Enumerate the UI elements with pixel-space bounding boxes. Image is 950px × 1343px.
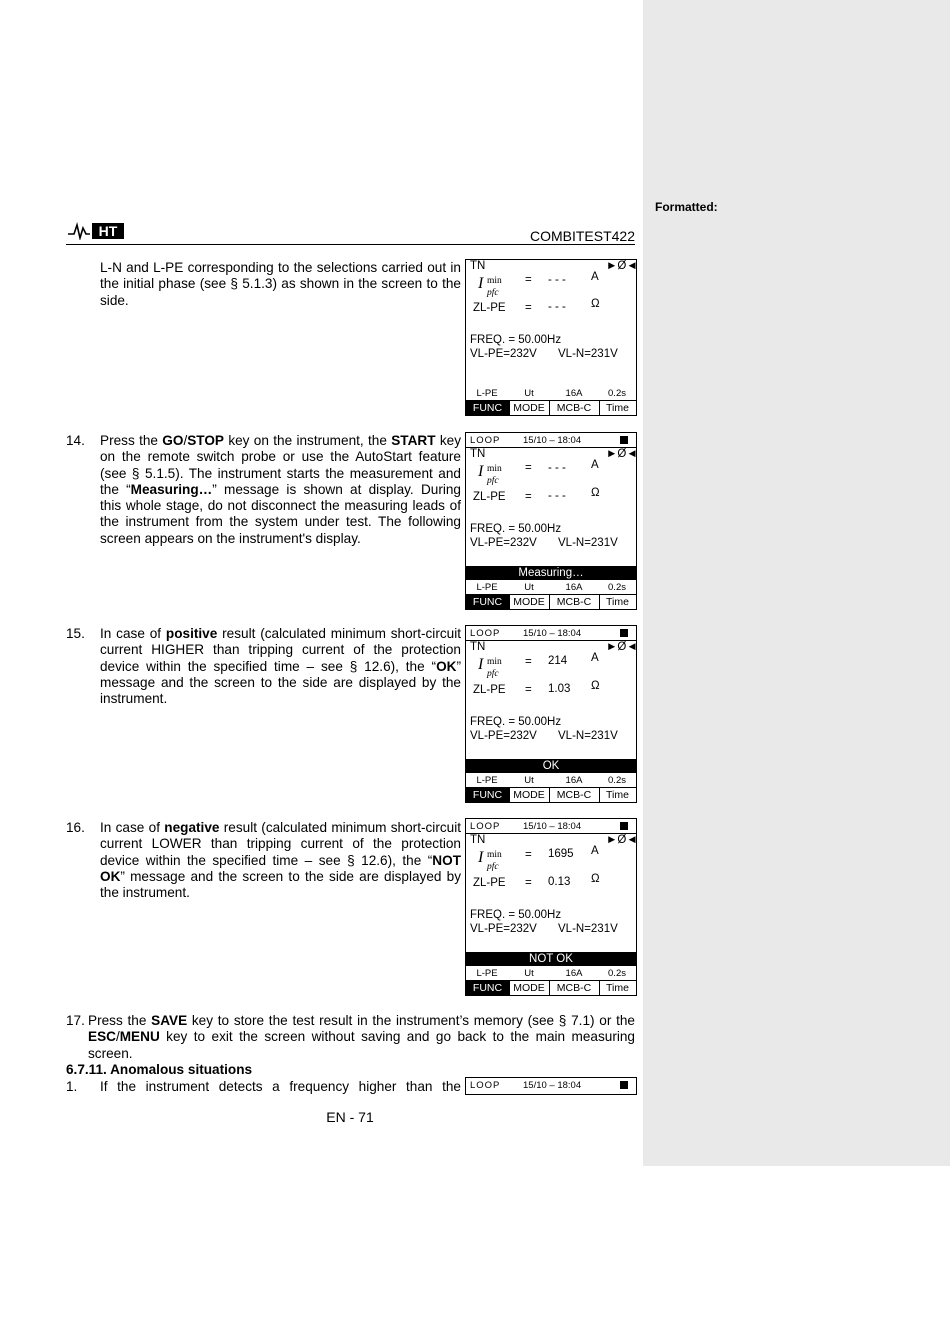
softkey-mode[interactable]: MODE [509,595,550,609]
softkey-mcb[interactable]: MCB-C [549,401,600,415]
zl-value: 0.13 [548,876,571,888]
datetime: 15/10 – 18:04 [523,821,582,832]
zl-label: ZL-PE [473,877,506,889]
instrument-screen-5 [465,1077,637,1095]
net-label: TN [470,260,486,272]
sidebar-label: Formatted: [655,200,718,214]
status-bar: OK [466,759,636,773]
softkey-time[interactable]: Time [606,402,629,414]
instrument-screen-3: LOOP 15/10 – 18:04 TN ►Ø◄ I min pfc = 214 A ZL-PE = 1.03 Ω FREQ. = 50.00Hz VL-PE=232V VL-N=231V OK L-PE Ut 16A 0.2s FUNC MODE MCB-C Time [465,625,637,803]
anomaly-1-number: 1. [66,1079,78,1094]
vln-readout: VL-N=231V [558,730,618,742]
loop-label: LOOP [470,435,501,446]
unit-a: A [591,459,599,471]
freq-readout: FREQ. = 50.00Hz [470,523,562,535]
datetime: 15/10 – 18:04 [523,435,582,446]
step-15-text: In case of positive result (calculated minimum short-circuit current HIGHER than tripping current of the protection device within the specified time – see § 12.6), the “OK” message and the screen to the side are displayed by the instrument. [100,626,461,707]
instrument-screen-2: LOOP 15/10 – 18:04 TN ►Ø◄ I min pfc = - - - A ZL-PE = - - - Ω FREQ. = 50.00Hz VL-PE=232V VL-N=231V Measuring… L-PE Ut 16A 0.2s FUNC MODE MCB-C Time [465,432,637,610]
status-bar: NOT OK [466,952,636,966]
unit-ohm: Ω [591,873,600,885]
unit-ohm: Ω [591,680,600,692]
zl-label: ZL-PE [473,684,506,696]
step-14-text: Press the GO/STOP key on the instrument, the START key on the remote switch probe or use the AutoStart feature (see § 5.1.5). The instrument starts the measurement and the “Measuring…” message is shown at display. During this whole stage, do not disconnect the measuring leads of the instrument from the system under test. The following screen appears on the instrument's display. [100,433,462,546]
step-17-text: Press the SAVE key to store the test result in the instrument’s memory (see § 7.1) or the ESC/MENU key to exit the screen without saving and go back to the main measuring screen. [88,1013,635,1061]
section-heading: 6.7.11. Anomalous situations [66,1062,253,1077]
ipfc-value: 1695 [548,848,574,860]
freq-readout: FREQ. = 50.00Hz [470,334,562,346]
zl-label: ZL-PE [473,302,506,314]
loop-label: LOOP [470,821,501,832]
net-label: TN [470,641,486,653]
step-14-number: 14. [66,433,85,448]
vln-readout: VL-N=231V [558,537,618,549]
page-number: EN - 71 [326,1109,374,1125]
softkey-row [466,787,636,802]
ht-logo [68,222,124,240]
param-row: L-PE Ut 16A 0.2s [476,582,626,593]
phase-icon: ►Ø◄ [606,834,638,846]
softkey-row [466,400,636,415]
softkey-time[interactable]: Time [606,596,629,608]
softkey-func[interactable]: FUNC [466,788,510,802]
instrument-screen-4: LOOP 15/10 – 18:04 TN ►Ø◄ I min pfc = 1695 A ZL-PE = 0.13 Ω FREQ. = 50.00Hz VL-PE=232V VL-N=231V NOT OK L-PE Ut 16A 0.2s FUNC MODE MCB-C Time [465,818,637,996]
net-label: TN [470,834,486,846]
vlpe-readout: VL-PE=232V [470,348,537,360]
battery-icon [620,1081,628,1089]
softkey-func[interactable]: FUNC [466,595,510,609]
battery-icon [620,822,628,830]
unit-a: A [591,652,599,664]
datetime: 15/10 – 18:04 [523,628,582,639]
vln-readout: VL-N=231V [558,348,618,360]
param-row: L-PE Ut 16A 0.2s [476,388,626,399]
status-bar: Measuring… [466,566,636,580]
softkey-mcb[interactable]: MCB-C [549,788,600,802]
vlpe-readout: VL-PE=232V [470,537,537,549]
freq-readout: FREQ. = 50.00Hz [470,716,562,728]
ipfc-value: - - - [548,462,566,474]
phase-icon: ►Ø◄ [606,448,638,460]
param-row: L-PE Ut 16A 0.2s [476,775,626,786]
vln-readout: VL-N=231V [558,923,618,935]
step-17-number: 17. [66,1013,85,1028]
softkey-mcb[interactable]: MCB-C [549,595,600,609]
softkey-time[interactable]: Time [606,982,629,994]
anomaly-1-text: If the instrument detects a frequency higher than the [100,1079,461,1094]
zl-value: - - - [548,301,566,313]
softkey-time[interactable]: Time [606,789,629,801]
comment-sidebar [643,0,950,1166]
brand-text: HT [98,223,118,239]
net-label: TN [470,448,486,460]
vlpe-readout: VL-PE=232V [470,730,537,742]
unit-ohm: Ω [591,487,600,499]
step-16-text: In case of negative result (calculated minimum short-circuit current LOWER than tripping current of the protection device within the specified time – see § 12.6), the “NOT OK” message and the screen to the side are displayed by the instrument. [100,820,462,901]
unit-ohm: Ω [591,298,600,310]
datetime: 15/10 – 18:04 [523,1080,582,1091]
freq-readout: FREQ. = 50.00Hz [470,909,562,921]
header-rule [66,244,635,245]
instrument-screen-1: TN ►Ø◄ I min pfc = - - - A ZL-PE = - - - Ω FREQ. = 50.00Hz VL-PE=232V VL-N=231V L-PE Ut 16A 0.2s FUNC MODE MCB-C Time [465,259,637,416]
product-title: COMBITEST422 [529,228,635,244]
softkey-row [466,594,636,609]
battery-icon [620,436,628,444]
loop-label: LOOP [470,1080,501,1091]
paragraph-13: L-N and L-PE corresponding to the selections carried out in the initial phase (see § 5.1.3) as shown in the screen to the side. [100,260,461,308]
softkey-mode[interactable]: MODE [509,788,550,802]
step-16-number: 16. [66,820,85,835]
zl-value: 1.03 [548,683,571,695]
step-15-number: 15. [66,626,85,641]
loop-label: LOOP [470,628,501,639]
softkey-mode[interactable]: MODE [509,401,550,415]
phase-icon: ►Ø◄ [606,641,638,653]
softkey-func[interactable]: FUNC [466,401,510,415]
zl-label: ZL-PE [473,491,506,503]
phase-icon: ►Ø◄ [606,260,638,272]
softkey-mcb[interactable]: MCB-C [549,981,600,995]
softkey-func[interactable]: FUNC [466,981,510,995]
softkey-row [466,980,636,995]
vlpe-readout: VL-PE=232V [470,923,537,935]
unit-a: A [591,271,599,283]
ipfc-value: 214 [548,655,568,667]
battery-icon [620,629,628,637]
softkey-mode[interactable]: MODE [509,981,550,995]
unit-a: A [591,845,599,857]
zl-value: - - - [548,490,566,502]
param-row: L-PE Ut 16A 0.2s [476,968,626,979]
ipfc-value: - - - [548,274,566,286]
